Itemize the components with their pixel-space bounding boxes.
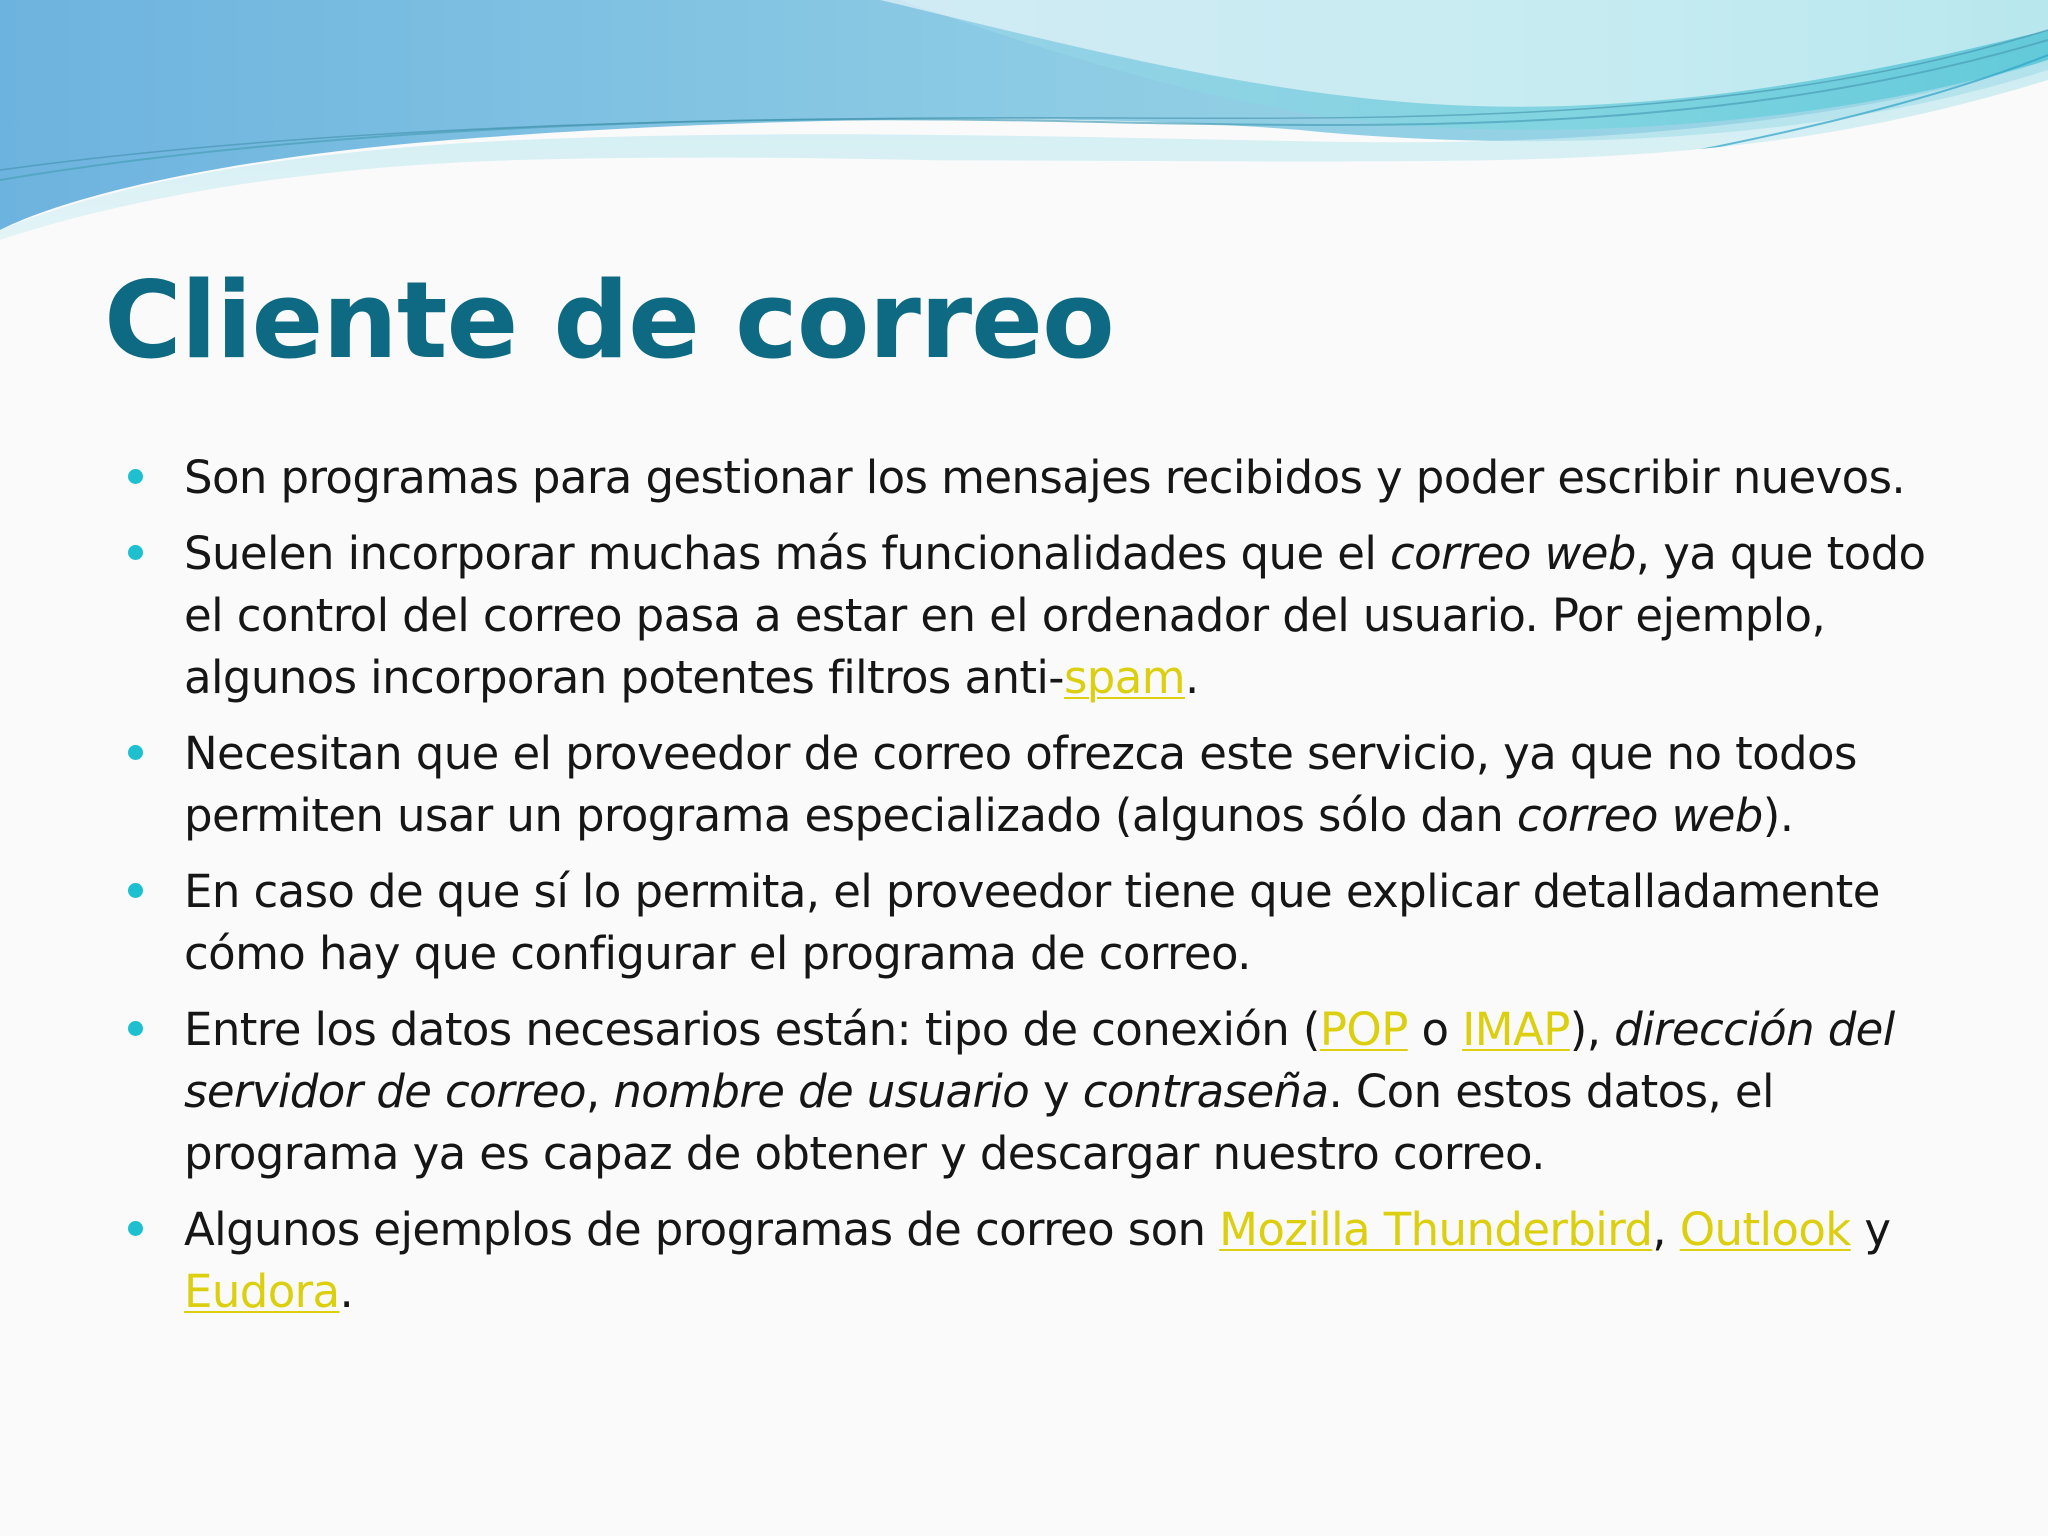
bullet-dot-icon	[128, 883, 143, 898]
header-wave-decoration	[0, 0, 2048, 240]
bullet-item	[122, 447, 1952, 509]
text-run: Son programas para gestionar los mensajes recibidos y poder escribir nuevos.	[184, 451, 1906, 504]
text-run: .	[1184, 651, 1199, 704]
text-run: o	[1407, 1003, 1463, 1056]
bullet-text	[184, 727, 1857, 842]
text-run: Entre los datos necesarios están: tipo de conexión (	[184, 1003, 1320, 1056]
hyperlink[interactable]: Outlook	[1679, 1203, 1851, 1256]
bullet-text	[184, 451, 1905, 504]
bullet-dot-icon	[128, 545, 143, 560]
hyperlink[interactable]: IMAP	[1462, 1003, 1570, 1056]
text-run: .	[339, 1265, 354, 1318]
hyperlink[interactable]: POP	[1319, 1003, 1408, 1056]
bullet-item	[122, 861, 1952, 985]
bullet-item	[122, 723, 1952, 847]
italic-text: correo web	[1516, 789, 1763, 842]
bullet-item	[122, 523, 1952, 709]
bullet-dot-icon	[128, 745, 143, 760]
text-run: Suelen incorporar muchas más funcionalidades que el	[184, 527, 1390, 580]
text-run: ,	[1652, 1203, 1680, 1256]
text-run: ,	[585, 1065, 614, 1118]
hyperlink[interactable]: Mozilla Thunderbird	[1219, 1203, 1653, 1256]
italic-text: contraseña	[1082, 1065, 1329, 1118]
text-run: y	[1850, 1203, 1891, 1256]
bullet-dot-icon	[128, 1221, 143, 1236]
text-run: y	[1029, 1065, 1083, 1118]
text-run: En caso de que sí lo permita, el proveedor tiene que explicar detalladamente cómo hay que configurar el programa de correo.	[184, 865, 1880, 980]
text-run: ),	[1569, 1003, 1615, 1056]
italic-text: correo web	[1389, 527, 1636, 580]
bullet-item	[122, 999, 1952, 1185]
bullet-dot-icon	[128, 1021, 143, 1036]
text-run: , ya que todo el control del correo pasa a estar en el ordenador del usuario. Por ejemplo, algunos incorporan potentes filtros anti-	[184, 527, 1926, 704]
text-run: ).	[1762, 789, 1794, 842]
slide-title: Cliente de correo	[104, 259, 1114, 382]
hyperlink[interactable]: spam	[1063, 651, 1185, 704]
text-run: Algunos ejemplos de programas de correo son	[184, 1203, 1220, 1256]
bullet-text	[184, 527, 1925, 704]
bullet-text	[184, 1003, 1895, 1180]
bullet-dot-icon	[128, 469, 143, 484]
bullet-item	[122, 1199, 1952, 1323]
hyperlink[interactable]: Eudora	[184, 1265, 340, 1318]
text-run: . Con estos datos, el programa ya es capaz de obtener y descargar nuestro correo.	[184, 1065, 1774, 1180]
italic-text: dirección del servidor de correo	[184, 1003, 1895, 1118]
bullet-text	[184, 865, 1880, 980]
text-run: Necesitan que el proveedor de correo ofrezca este servicio, ya que no todos permiten usar un programa especializado (algunos sólo dan	[184, 727, 1857, 842]
bullet-text	[184, 1203, 1890, 1318]
italic-text: nombre de usuario	[613, 1065, 1030, 1118]
bullet-list	[122, 447, 1952, 1337]
